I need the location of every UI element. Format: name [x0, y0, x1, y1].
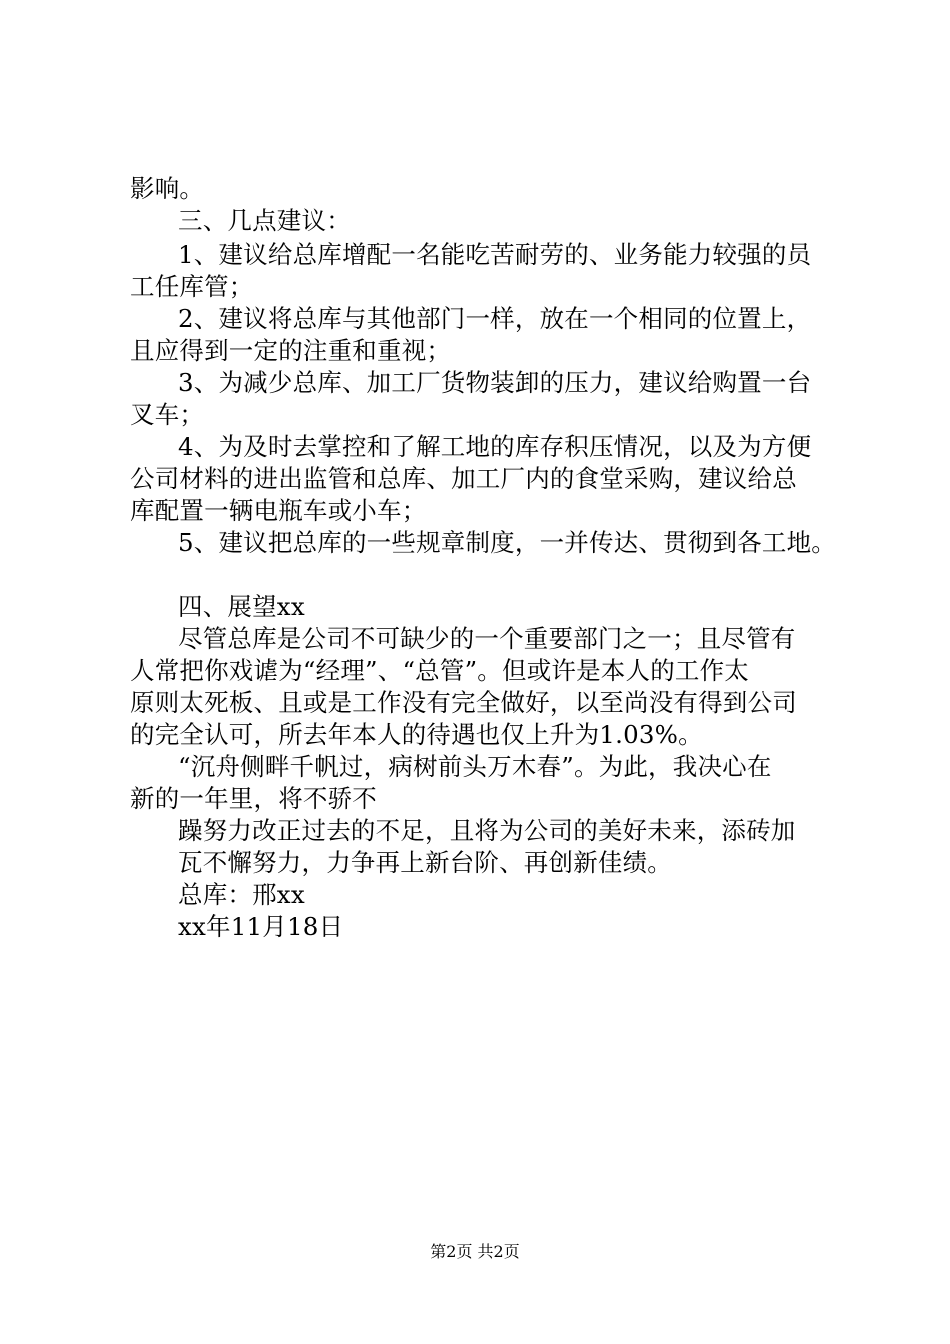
paragraph-line: 库配置一辆电瓶车或小车； [130, 496, 427, 525]
paragraph-line: 5、建议把总库的一些规章制度，一并传达、贯彻到各工地。 [178, 528, 836, 557]
paragraph-line: 新的一年里，将不骄不 [130, 784, 377, 813]
section-heading-outlook: 四、展望xx [178, 592, 305, 621]
paragraph-line: 2、建议将总库与其他部门一样，放在一个相同的位置上， [178, 304, 812, 333]
signature-line: 总库：邢xx [178, 880, 305, 909]
paragraph-line: 工任库管； [130, 272, 254, 301]
paragraph-line: 叉车； [130, 400, 205, 429]
date-line: xx年11月18日 [178, 912, 344, 941]
paragraph-line: 的完全认可，所去年本人的待遇也仅上升为1.03%。 [130, 720, 703, 749]
paragraph-line: 公司材料的进出监管和总库、加工厂内的食堂采购，建议给总 [130, 464, 797, 493]
paragraph-line: 躁努力改正过去的不足，且将为公司的美好未来，添砖加 [178, 816, 796, 845]
paragraph-line: 4、为及时去掌控和了解工地的库存积压情况，以及为方便 [178, 432, 812, 461]
paragraph-line: “沉舟侧畔千帆过，病树前头万木春”。为此，我决心在 [178, 752, 772, 781]
paragraph-line: 3、为减少总库、加工厂货物装卸的压力，建议给购置一台 [178, 368, 812, 397]
paragraph-line: 瓦不懈努力，力争再上新台阶、再创新佳绩。 [178, 848, 672, 877]
paragraph-line: 且应得到一定的注重和重视； [130, 336, 452, 365]
paragraph-line: 影响。 [130, 174, 205, 203]
paragraph-line: 尽管总库是公司不可缺少的一个重要部门之一；且尽管有 [178, 624, 796, 653]
page-footer: 第2页 共2页 [430, 1242, 520, 1261]
paragraph-line: 人常把你戏谑为“经理”、“总管”。但或许是本人的工作太 [130, 656, 749, 685]
paragraph-line: 1、建议给总库增配一名能吃苦耐劳的、业务能力较强的员 [178, 240, 812, 269]
paragraph-line: 原则太死板、且或是工作没有完全做好，以至尚没有得到公司 [130, 688, 797, 717]
section-heading-suggestions: 三、几点建议： [178, 206, 351, 235]
